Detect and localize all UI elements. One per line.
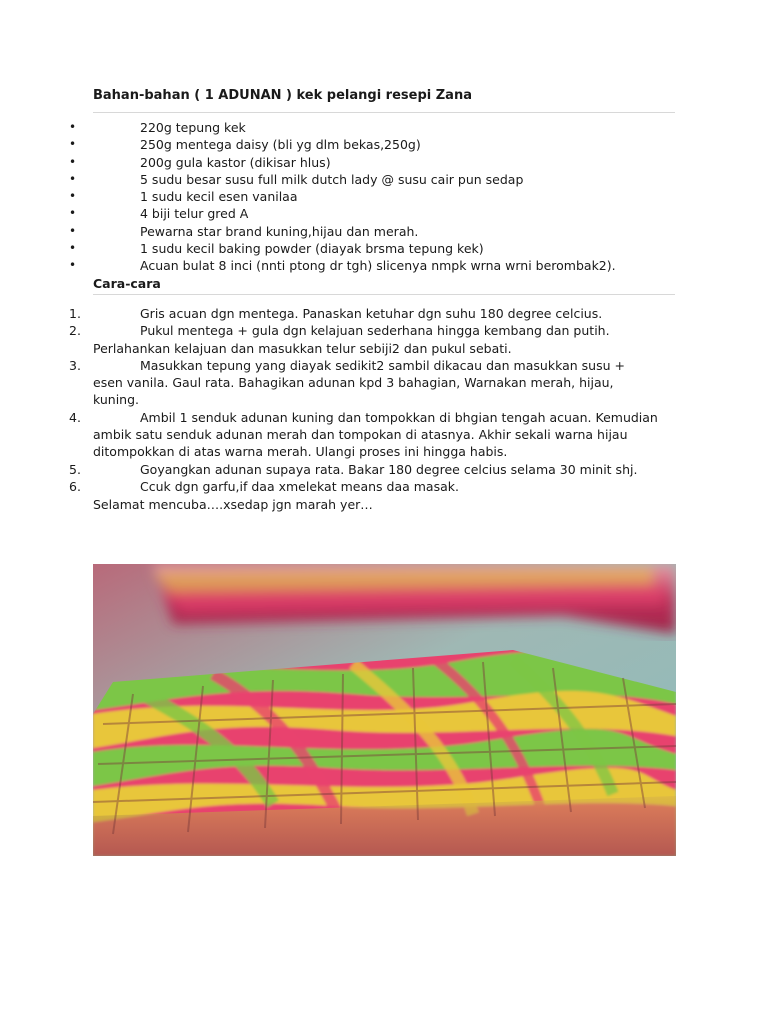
method-heading: Cara-cara bbox=[93, 276, 161, 291]
ingredient-text: Pewarna star brand kuning,hijau dan merah. bbox=[140, 223, 419, 239]
step-text: Gris acuan dgn mentega. Panaskan ketuhar dgn suhu 180 degree celcius. bbox=[140, 306, 603, 321]
ingredient-text: 200g gula kastor (dikisar hlus) bbox=[140, 154, 331, 170]
step-number: 1. bbox=[69, 306, 81, 321]
step-text: Ambil 1 senduk adunan kuning dan tompokkan di bhgian tengah acuan. Kemudian ambik satu senduk adunan merah dan tompokan di atasnya. Akhir sekali warna hijau ditompokkan di atas warna merah. Ulangi proses ini hingga habis. bbox=[93, 409, 658, 460]
step-number: 5. bbox=[69, 461, 81, 477]
bullet-glyph: • bbox=[69, 120, 77, 134]
step-item bbox=[0, 461, 680, 478]
ingredient-text: 4 biji telur gred A bbox=[140, 206, 249, 222]
step-item bbox=[0, 305, 680, 322]
bullet-glyph: • bbox=[69, 206, 77, 221]
ingredient-text: 220g tepung kek bbox=[140, 120, 246, 135]
method-steps bbox=[0, 305, 680, 495]
step-item bbox=[0, 357, 680, 409]
step-number: 2. bbox=[69, 323, 81, 339]
bullet-glyph: • bbox=[69, 189, 77, 204]
ingredient-text: 1 sudu kecil baking powder (diayak brsma tepung kek) bbox=[140, 241, 484, 257]
bullet-glyph: • bbox=[69, 154, 77, 169]
ingredient-text: 250g mentega daisy (bli yg dlm bekas,250g) bbox=[140, 137, 421, 153]
bullet-glyph: • bbox=[69, 258, 77, 273]
ingredient-text: 1 sudu kecil esen vanilaa bbox=[140, 189, 298, 205]
step-text: Masukkan tepung yang diayak sedikit2 sambil dikacau dan masukkan susu + esen vanila. Gaul rata. Bahagikan adunan kpd 3 bahagian, Warnakan merah, hijau, kuning. bbox=[93, 357, 625, 408]
step-text: Ccuk dgn garfu,if daa xmelekat means daa masak. bbox=[140, 478, 459, 494]
step-text: Goyangkan adunan supaya rata. Bakar 180 degree celcius selama 30 minit shj. bbox=[140, 461, 638, 477]
bullet-glyph: • bbox=[69, 241, 77, 256]
bullet-glyph: • bbox=[69, 223, 77, 238]
step-item bbox=[0, 478, 680, 495]
step-number: 3. bbox=[69, 357, 81, 373]
step-text: Pukul mentega + gula dgn kelajuan sederhana hingga kembang dan putih. Perlahankan kelajuan dan masukkan telur sebiji2 dan pukul sebati. bbox=[93, 323, 610, 356]
bullet-glyph: • bbox=[69, 137, 77, 152]
step-number: 4. bbox=[69, 409, 81, 425]
recipe-title: Bahan-bahan ( 1 ADUNAN ) kek pelangi resepi Zana bbox=[93, 88, 472, 103]
closing-note: Selamat mencuba….xsedap jgn marah yer… bbox=[93, 497, 373, 512]
step-number: 6. bbox=[69, 478, 81, 494]
method-divider bbox=[93, 294, 675, 295]
step-item bbox=[0, 322, 680, 357]
rainbow-cake-photo bbox=[93, 564, 676, 856]
step-item bbox=[0, 409, 680, 461]
ingredient-text: Acuan bulat 8 inci (nnti ptong dr tgh) slicenya nmpk wrna wrni berombak2). bbox=[140, 258, 616, 274]
bullet-glyph: • bbox=[69, 171, 77, 186]
ingredient-text: 5 sudu besar susu full milk dutch lady @ susu cair pun sedap bbox=[140, 171, 524, 187]
title-divider bbox=[93, 112, 675, 113]
